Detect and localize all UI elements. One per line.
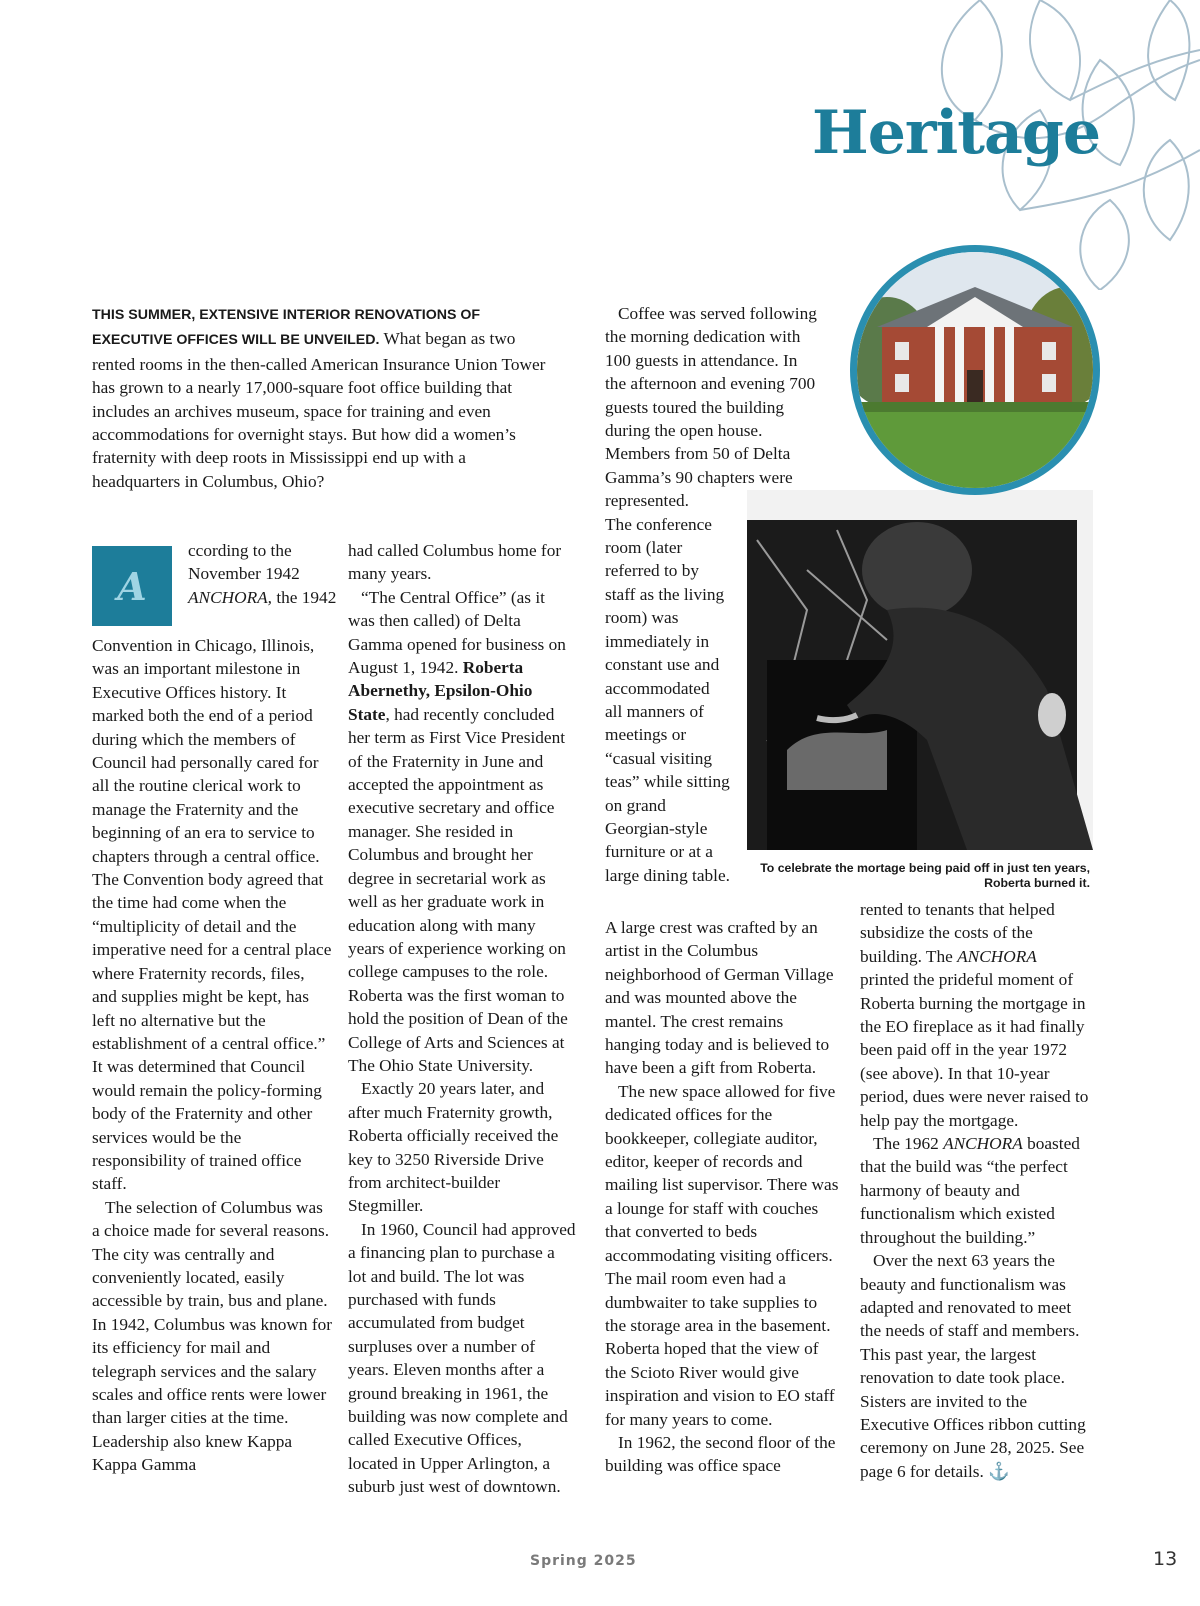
anchora-title: ANCHORA	[957, 946, 1037, 966]
col3-paragraph-3: A large crest was crafted by an artist in the Columbus neighborhood of German Village and was mounted above the mantel. The crest remains hanging today and is believed to have been a gift from Roberta.	[605, 918, 834, 1078]
article-column-1	[92, 634, 332, 1477]
roberta-name: Roberta Abernethy, Epsilon-Ohio State	[348, 658, 533, 724]
col4-p1-text-end: printed the prideful moment of Roberta burning the mortgage in the EO fireplace as it had finally been paid off in the year 1972 (see above). In that 10-year period, dues were never raised to help pay the mortgage.	[860, 970, 1089, 1130]
photo-caption: To celebrate the mortage being paid off in just ten years, Roberta burned it.	[760, 861, 1090, 890]
col2-paragraph-1: had called Columbus home for many years.	[348, 541, 562, 584]
col3-paragraph-4: The new space allowed for five dedicated offices for the bookkeeper, collegiate auditor, editor, keeper of records and mailing list supervisor. There was a lounge for staff with couches that converted to beds accommodating visiting officers. The mail room even had a dumbwaiter to take supplies to the storage area in the basement. Roberta hoped that the view of the Scioto River would give inspiration and vision to EO staff for many years to come.	[605, 1081, 839, 1429]
col4-paragraph-1	[860, 898, 1090, 1132]
col1-paragraph-2: The selection of Columbus was a choice made for several reasons. The city was centrally and conveniently located, easily accessible by train, bus and plane. In 1942, Columbus was known for its efficiency for mail and telegraph services and the salary scales and office rents were lower than larger cities at the time. Leadership also knew Kappa Kappa Gamma	[92, 1197, 333, 1475]
anchora-title: ANCHORA	[943, 1134, 1023, 1154]
issue-label: Spring 2025	[530, 1553, 637, 1569]
article-column-3-continued	[605, 916, 840, 1478]
col2-paragraph-4: In 1960, Council had approved a financing plan to purchase a lot and build. The lot was purchased with funds accumulated from budget surpluses over a number of years. Eleven months after a ground breaking in 1961, the building was now complete and called Executive Offices, located in Upper Arlington, a suburb just west of downtown.	[348, 1219, 576, 1497]
col2-p2-text: “The Central Office” (as it was then called) of Delta Gamma opened for business on August 1, 1942.	[348, 587, 566, 678]
col4-p2-text-end: boasted that the build was “the perfect harmony of beauty and functionalism which existed throughout the building.”	[860, 1134, 1080, 1247]
col3-paragraph-1: Coffee was served following the morning dedication with 100 guests in attendance. In the afternoon and evening 700 guests toured the building during the open house. Members from 50 of Delta Gamma’s 90 chapters were represented.	[605, 304, 817, 511]
opening-text-end: the 1942	[272, 587, 337, 607]
article-column-2	[348, 539, 576, 1499]
col4-p3-text: Over the next 63 years the beauty and functionalism was adapted and renovated to meet the needs of staff and members. This past year, the largest renovation to date took place. Sisters are invited to the Executive Offices ribbon cutting ceremony on June 28, 2025. See page 6 for details.	[860, 1251, 1086, 1481]
intro-paragraph	[92, 302, 557, 493]
intro-text: What began as two rented rooms in the then-called American Insurance Union Tower has grown to a nearly 17,000-square foot office building that includes an archives museum, space for training and even accommodations for overnight stays. But how did a women’s fraternity with deep roots in Mississippi end up with a headquarters in Columbus, Ohio?	[92, 329, 546, 491]
fireplace-photo	[747, 490, 1093, 850]
page-number: 13	[1153, 1548, 1178, 1570]
col2-paragraph-2	[348, 586, 576, 1078]
col4-paragraph-3	[860, 1249, 1090, 1483]
col4-p2-text: The 1962	[873, 1134, 944, 1154]
anchor-end-icon: ⚓	[988, 1461, 1010, 1481]
col2-p2-text-end: , had recently concluded her term as First Vice President of the Fraternity in June and accepted the appointment as executive secretary and office manager. She resided in Columbus and brought her degree in secretarial work as well as her graduate work in education along with many years of experience working on college campuses to the role. Roberta was the first woman to hold the position of Dean of the College of Arts and Sciences at The Ohio State University.	[348, 704, 568, 1075]
drop-cap: A	[92, 546, 172, 626]
col2-paragraph-3: Exactly 20 years later, and after much Fraternity growth, Roberta officially received the key to 3250 Riverside Drive from architect-builder Stegmiller.	[348, 1079, 559, 1216]
col3-paragraph-2: The conference room (later referred to by staff as the living room) was immediately in constant use and accommodated all manners of meetings or “casual visiting teas” while sitting on grand Georgian-style furniture or at a large dining table.	[605, 514, 730, 885]
opening-text: ccording to the November 1942	[188, 541, 300, 584]
col4-p1-text: rented to tenants that helped subsidize the costs of the building. The	[860, 900, 1055, 966]
col3-paragraph-5: In 1962, the second floor of the building was office space	[605, 1432, 836, 1476]
page-title: Heritage	[812, 98, 1100, 168]
anchora-title: ANCHORA,	[188, 587, 273, 607]
article-column-4	[860, 898, 1090, 1483]
col1-paragraph-1: Convention in Chicago, Illinois, was an important milestone in Executive Offices history. It marked both the end of a period during which the members of Council had personally cared for all the routine clerical work to manage the Fraternity and the beginning of an era to service to chapters through a central office. The Convention body agreed that the time had come when the “multiplicity of detail and the imperative need for a central place where Fraternity records, files, and supplies might be kept, has left no alternative but the establishment of a central office.” It was determined that Council would remain the policy-forming body of the Fraternity and other services would be the responsibility of trained office staff.	[92, 636, 332, 1194]
intro-lead: THIS SUMMER, EXTENSIVE INTERIOR RENOVATIONS OF EXECUTIVE OFFICES WILL BE UNVEILED.	[92, 307, 481, 349]
article-opening	[188, 539, 338, 609]
executive-offices-photo	[850, 245, 1100, 495]
col4-paragraph-2	[860, 1132, 1090, 1249]
